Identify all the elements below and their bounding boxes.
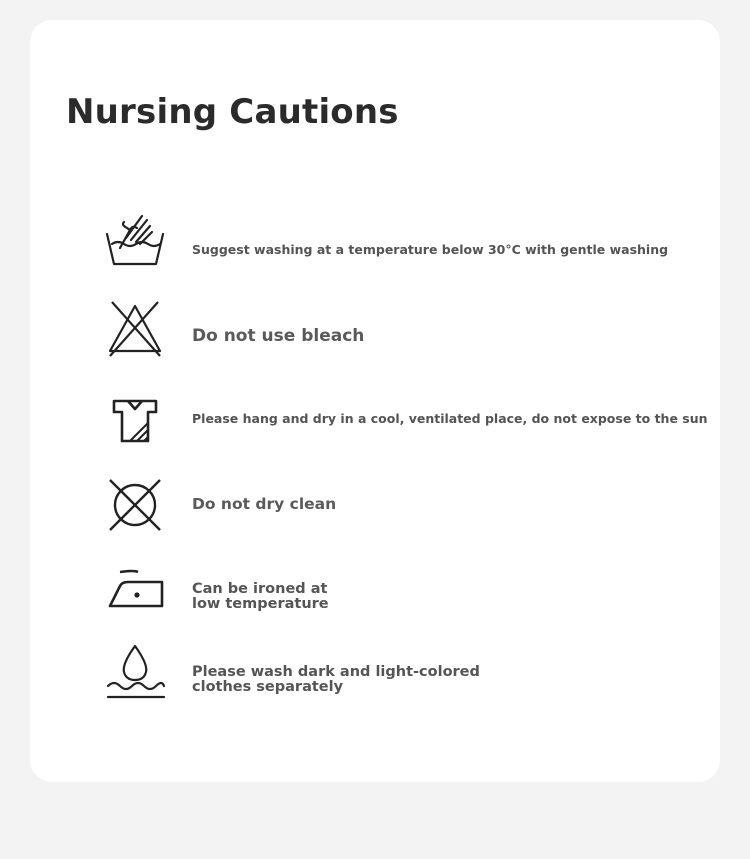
hand-wash-icon: [104, 208, 166, 270]
wash-separately-icon: [104, 642, 166, 704]
care-text-no-dry-clean: Do not dry clean: [192, 495, 337, 513]
care-text-iron-low-temp: Can be ironed at low temperature: [192, 581, 329, 612]
hang-dry-shade-icon: [104, 390, 166, 452]
no-bleach-icon: [104, 298, 166, 360]
care-text-wash-separately: Please wash dark and light-colored clothes separately: [192, 664, 480, 695]
iron-low-temp-icon: [104, 560, 166, 622]
no-dry-clean-icon: [104, 474, 166, 536]
care-instructions-card: [30, 20, 720, 782]
care-text-no-bleach: Do not use bleach: [192, 326, 365, 346]
care-text-hang-dry: Please hang and dry in a cool, ventilated place, do not expose to the sun: [192, 411, 708, 426]
page-title: Nursing Cautions: [66, 92, 399, 132]
care-text-wash-temperature: Suggest washing at a temperature below 30°C with gentle washing: [192, 242, 669, 257]
